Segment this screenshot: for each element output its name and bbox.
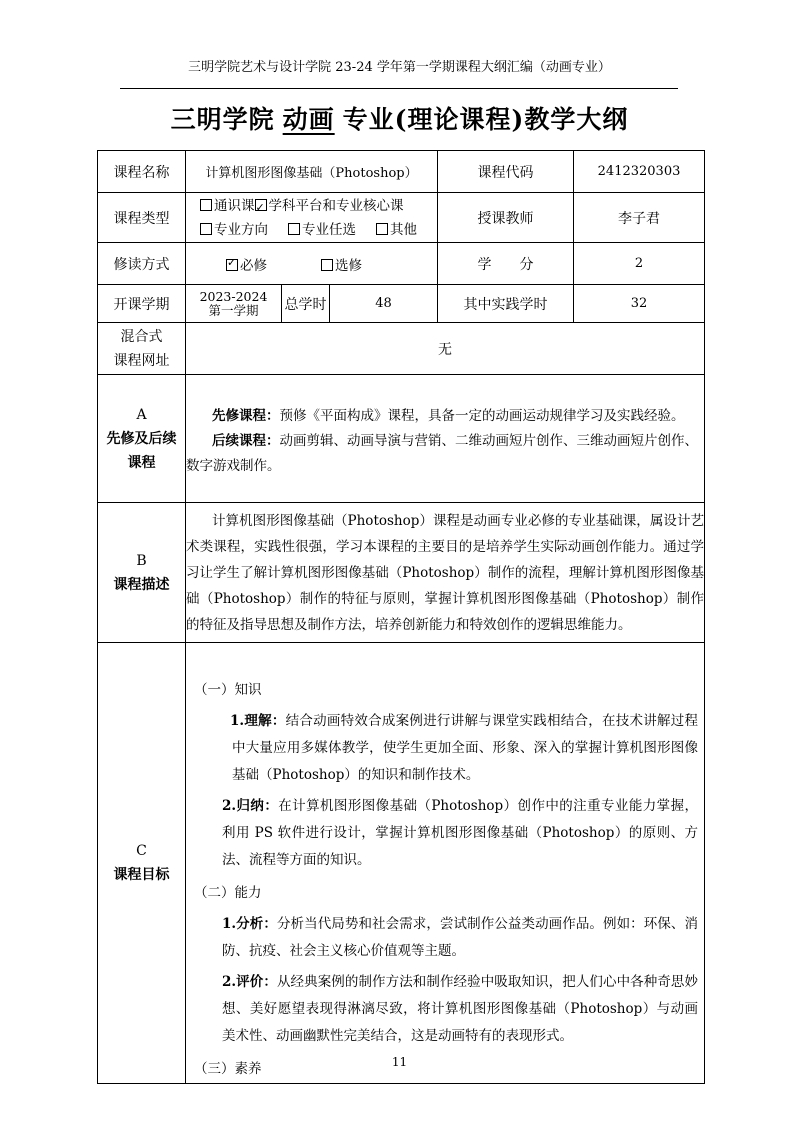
row-section-a — [98, 375, 705, 503]
row-study-mode — [98, 243, 705, 285]
hybrid-label-line1: 混合式 — [120, 328, 163, 345]
title-major: 动画 — [282, 105, 335, 134]
syllabus-table — [97, 150, 705, 1084]
row-hybrid-url — [98, 323, 705, 375]
semester-value — [186, 285, 282, 323]
ability-title: （二）能力 — [194, 885, 262, 901]
semester-year: 2023-2024 — [199, 288, 268, 304]
hybrid-label-line2: 课程网址 — [113, 352, 170, 369]
hybrid-label — [98, 323, 186, 375]
a2-label: 2.评价： — [222, 974, 277, 990]
semester-label: 开课学期 — [98, 285, 186, 323]
study-mode-label: 修读方式 — [98, 243, 186, 285]
prerequisite-text: 预修《平面构成》课程，具备一定的动画运动规律学习及实践经验。 — [279, 408, 685, 424]
section-a-label — [98, 375, 186, 503]
section-b-label — [98, 503, 186, 643]
semester-term: 第一学期 — [208, 302, 259, 318]
course-type-label: 课程类型 — [98, 193, 186, 243]
ability-item-2 — [194, 969, 698, 1050]
credit-label: 学 分 — [438, 243, 574, 285]
prerequisite-line — [186, 404, 704, 429]
checkbox-elective-any[interactable] — [288, 223, 300, 235]
a1-label: 1.分析： — [222, 916, 277, 932]
checkbox-required[interactable] — [226, 259, 238, 271]
section-c-letter: C — [136, 843, 147, 859]
option-general: 通识课 — [214, 197, 255, 214]
k1-label: 1.理解： — [230, 713, 286, 729]
section-a-name-2: 课程 — [127, 454, 156, 471]
section-c-name: 课程目标 — [113, 867, 170, 883]
follow-up-text: 动画剪辑、动画导演与营销、二维动画短片创作、三维动画短片创作、数字游戏制作。 — [186, 433, 698, 474]
k2-text: 在计算机图形图像基础（Photoshop）创作中的注重专业能力掌握，利用 PS 软件进行设计，掌握计算机图形图像基础（Photoshop）的原则、方法、流程等方面的知识。 — [222, 798, 699, 868]
running-header: 三明学院艺术与设计学院 23-24 学年第一学期课程大纲汇编（动画专业） — [188, 60, 611, 75]
page-title — [0, 100, 799, 136]
checkbox-core[interactable] — [255, 199, 267, 211]
section-a-letter: A — [136, 406, 147, 423]
option-elective: 选修 — [335, 257, 362, 274]
option-required: 必修 — [240, 257, 267, 274]
course-name-value: 计算机图形图像基础（Photoshop） — [186, 151, 438, 193]
row-section-b — [98, 503, 705, 643]
teacher-value: 李子君 — [574, 193, 705, 243]
row-course-type — [98, 193, 705, 243]
course-goals — [186, 643, 705, 1084]
title-suffix: 专业(理论课程)教学大纲 — [342, 105, 629, 134]
practice-hours-label: 其中实践学时 — [438, 285, 574, 323]
section-b-letter: B — [136, 552, 147, 569]
teacher-label: 授课教师 — [438, 193, 574, 243]
course-type-line2 — [200, 218, 437, 242]
course-type-line1 — [200, 194, 437, 218]
course-description: 计算机图形图像基础（Photoshop）课程是动画专业必修的专业基础课，属设计艺术类课程，实践性很强，学习本课程的主要目的是培养学生实际动画创作能力。通过学习让学生了解计算机图形图像基础（Photoshop）制作的流程，理解计算机图形图像基础（Photoshop）制作的特征与原则，掌握计算机图形图像基础（Photoshop）制作的特征及指导思想及制作方法，培养创新能力和特效创作的逻辑思维能力。 — [186, 503, 705, 643]
course-code-value: 2412320303 — [574, 151, 705, 193]
checkbox-direction[interactable] — [200, 223, 212, 235]
checkbox-other[interactable] — [376, 223, 388, 235]
page-number: 11 — [391, 1055, 408, 1069]
credit-value: 2 — [574, 243, 705, 285]
practice-hours-value: 32 — [574, 285, 705, 323]
option-core: 学科平台和专业核心课 — [268, 197, 404, 214]
course-code-label: 课程代码 — [438, 151, 574, 193]
option-other: 其他 — [390, 221, 417, 238]
prerequisite-label: 先修课程： — [212, 408, 280, 424]
section-c-label — [98, 643, 186, 1084]
option-elective-any: 专业任选 — [302, 221, 356, 238]
ability-item-1 — [194, 911, 698, 965]
section-a-name-1: 先修及后续 — [106, 430, 177, 447]
course-type-options — [186, 193, 438, 243]
course-name-label: 课程名称 — [98, 151, 186, 193]
knowledge-title: （一）知识 — [194, 682, 262, 698]
knowledge-item-1 — [194, 708, 698, 789]
section-b-name: 课程描述 — [113, 576, 170, 593]
hybrid-value: 无 — [186, 323, 705, 375]
quality-title: （三）素养 — [194, 1061, 262, 1077]
row-course-name — [98, 151, 705, 193]
follow-up-line — [186, 429, 704, 479]
a1-text: 分析当代局势和社会需求，尝试制作公益类动画作品。例如：环保、消防、抗疫、社会主义核心价值观等主题。 — [222, 916, 699, 959]
k1-text: 结合动画特效合成案例进行讲解与课堂实践相结合，在技术讲解过程中大量应用多媒体教学，使学生更加全面、形象、深入的掌握计算机图形图像基础（Photoshop）的知识和制作技术。 — [232, 713, 699, 783]
knowledge-item-2 — [194, 793, 698, 874]
checkbox-general[interactable] — [200, 199, 212, 211]
header-divider — [120, 88, 678, 89]
section-a-content — [186, 375, 705, 503]
a2-text: 从经典案例的制作方法和制作经验中吸取知识，把人们心中各种奇思妙想、美好愿望表现得淋漓尽致，将计算机图形图像基础（Photoshop）与动画美术性、动画幽默性完美结合，这是动画特有的表现形式。 — [222, 974, 699, 1044]
study-mode-options — [186, 243, 438, 285]
checkbox-elective[interactable] — [321, 259, 333, 271]
total-hours-label: 总学时 — [282, 285, 330, 323]
k2-label: 2.归纳： — [222, 798, 279, 814]
row-semester — [98, 285, 705, 323]
follow-up-label: 后续课程： — [212, 433, 280, 449]
total-hours-value: 48 — [330, 285, 438, 323]
title-prefix: 三明学院 — [170, 105, 275, 134]
option-direction: 专业方向 — [214, 221, 268, 238]
row-section-c — [98, 643, 705, 1084]
